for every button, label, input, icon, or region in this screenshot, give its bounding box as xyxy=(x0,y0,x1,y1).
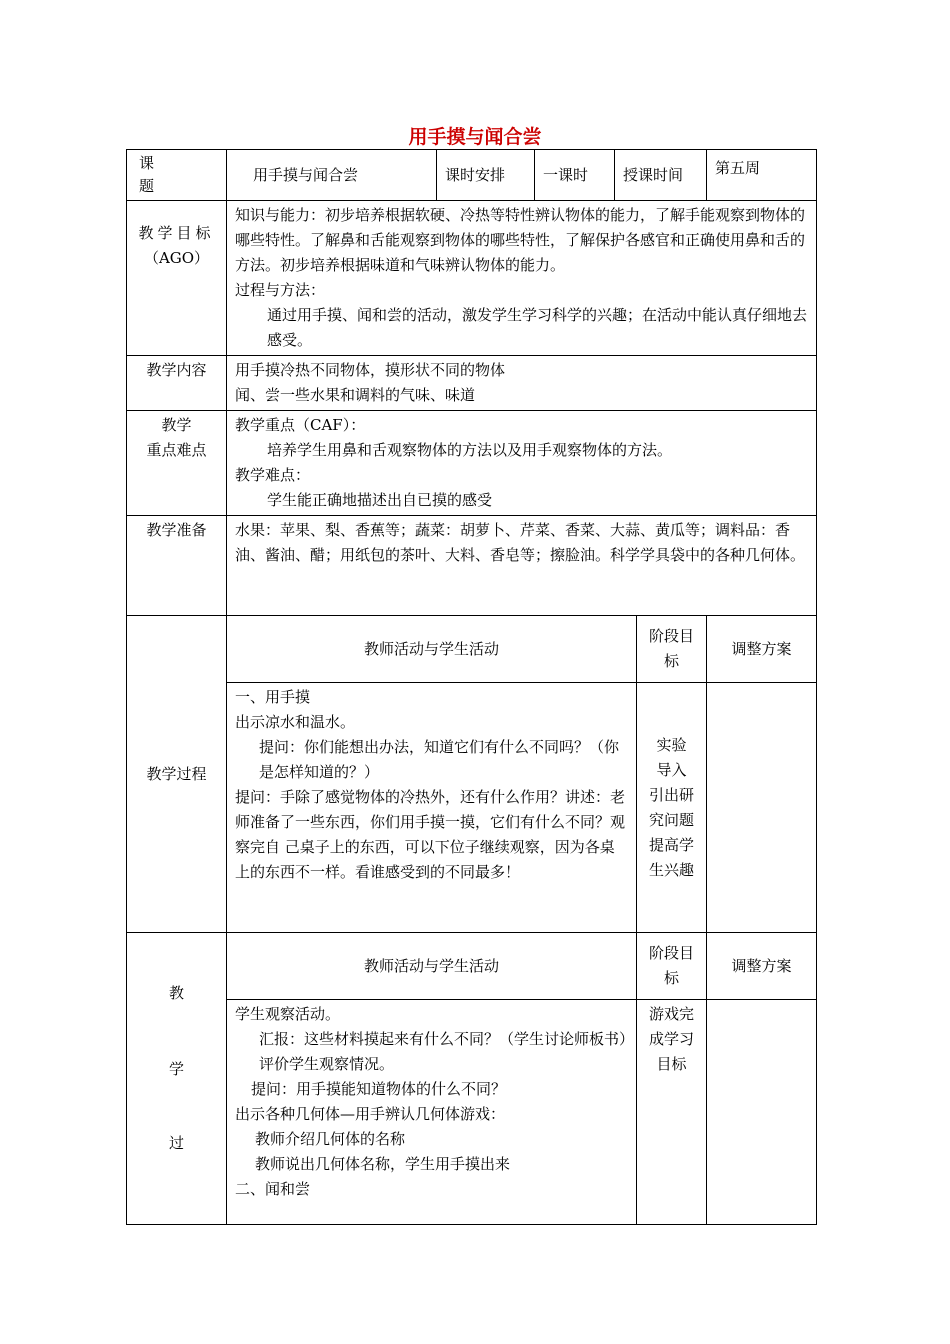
process1-goal xyxy=(637,683,707,933)
topic-label xyxy=(127,150,227,201)
topic-label-line1: 课 xyxy=(139,154,155,172)
process1-adjust-header: 调整方案 xyxy=(707,616,817,683)
objectives-row xyxy=(127,201,817,356)
topic-row xyxy=(127,150,817,201)
process1-line: 提问：你们能想出办法，知道它们有什么不同吗？（你是怎样知道的？） xyxy=(259,738,620,781)
process2-goal xyxy=(637,1000,707,1225)
process2-label xyxy=(127,933,227,1225)
key-points-line: 教学难点： xyxy=(235,466,311,484)
process1-goal-line: 实验 xyxy=(656,736,687,754)
objectives-content xyxy=(227,201,817,356)
process1-goal-line: 生兴趣 xyxy=(649,861,695,879)
process2-goal-header: 阶段目标 xyxy=(637,933,707,1000)
objectives-label xyxy=(127,201,227,356)
process1-line: 出示凉水和温水。 xyxy=(235,713,356,731)
process1-activity xyxy=(227,683,637,933)
key-points-line: 教学重点（CAF）： xyxy=(235,416,366,434)
process2-line: 提问：用手摸能知道物体的什么不同？ xyxy=(251,1080,507,1099)
key-points-line: 培养学生用鼻和舌观察物体的方法以及用手观察物体的方法。 xyxy=(267,441,673,459)
process2-goal-line: 成学习 xyxy=(649,1030,695,1049)
process2-line: 汇报：这些材料摸起来有什么不同？（学生讨论师板书） xyxy=(259,1030,635,1049)
process2-line: 评价学生观察情况。 xyxy=(259,1055,395,1074)
process1-body-row xyxy=(127,683,817,933)
objectives-label-line1: 教学目标 xyxy=(138,224,215,242)
process2-line: 教师介绍几何体的名称 xyxy=(255,1130,406,1149)
process1-line: 一、用手摸 xyxy=(235,688,311,706)
process1-label: 教学过程 xyxy=(127,616,227,933)
hours-label: 课时安排 xyxy=(437,150,535,201)
process1-activity-header: 教师活动与学生活动 xyxy=(227,616,637,683)
content-line: 用手摸冷热不同物体，摸形状不同的物体 xyxy=(235,361,506,379)
process1-header-row xyxy=(127,616,817,683)
process1-line: 提问：手除了感觉物体的冷热外，还有什么作用？讲述：老师准备了一些东西，你们用手摸一摸，它们有什么不同？观察完自 己桌子上的东西，可以下位子继续观察，因为各桌上的东西不一样。看谁感受到的不同最多！ xyxy=(235,788,626,881)
process2-line: 二、闻和尝 xyxy=(235,1180,311,1199)
objectives-line: 知识与能力：初步培养根据软硬、冷热等特性辨认物体的能力，了解手能观察到物体的哪些特性。了解鼻和舌能观察到物体的哪些特性，了解保护各感官和正确使用鼻和舌的方法。初步培养根据味道和气味辨认物体的能力。 xyxy=(235,206,806,274)
process2-line: 教师说出几何体名称，学生用手摸出来 xyxy=(255,1155,511,1174)
content-line: 闻、尝一些水果和调料的气味、味道 xyxy=(235,386,476,404)
process1-goal-line: 引出研 xyxy=(649,786,695,804)
process1-goal-line: 导入 xyxy=(656,761,687,779)
objectives-line: 过程与方法： xyxy=(235,281,326,299)
time-label: 授课时间 xyxy=(615,150,707,201)
process1-goal-line: 提高学 xyxy=(649,836,695,854)
content-label: 教学内容 xyxy=(127,356,227,411)
preparation-label: 教学准备 xyxy=(127,516,227,616)
process1-goal-line: 究问题 xyxy=(649,811,695,829)
preparation-text: 水果：苹果、梨、香蕉等；蔬菜：胡萝卜、芹菜、香菜、大蒜、黄瓜等；调料品：香油、酱油、醋；用纸包的茶叶、大料、香皂等；擦脸油。科学学具袋中的各种几何体。 xyxy=(227,516,817,616)
key-points-row xyxy=(127,411,817,516)
process2-activity xyxy=(227,1000,637,1225)
hours-value: 一课时 xyxy=(535,150,615,201)
topic-value: 用手摸与闻合尝 xyxy=(227,150,437,201)
key-points-label-line1: 教学 xyxy=(161,416,192,434)
process2-goal-line: 目标 xyxy=(656,1055,687,1074)
objectives-line: 通过用手摸、闻和尝的活动，激发学生学习科学的兴趣；在活动中能认真仔细地去感受。 xyxy=(267,306,808,349)
process2-label-char: 学 xyxy=(168,1060,184,1078)
key-points-label-line2: 重点难点 xyxy=(146,441,207,459)
process1-adjust xyxy=(707,683,817,933)
process2-label-char: 过 xyxy=(168,1134,184,1152)
document-title: 用手摸与闻合尝 xyxy=(408,126,542,148)
process2-adjust-header: 调整方案 xyxy=(707,933,817,1000)
process1-goal-header: 阶段目标 xyxy=(637,616,707,683)
process2-line: 学生观察活动。 xyxy=(235,1005,341,1024)
preparation-row xyxy=(127,516,817,616)
content-text xyxy=(227,356,817,411)
process2-line: 出示各种几何体—用手辨认几何体游戏： xyxy=(235,1105,506,1124)
key-points-label xyxy=(127,411,227,516)
objectives-label-line2: （AGO） xyxy=(143,249,210,267)
process2-adjust xyxy=(707,1000,817,1225)
key-points-line: 学生能正确地描述出自已摸的感受 xyxy=(267,491,493,509)
process2-goal-line: 游戏完 xyxy=(649,1005,695,1024)
process2-activity-header: 教师活动与学生活动 xyxy=(227,933,637,1000)
process2-body-row xyxy=(127,1000,817,1225)
key-points-content xyxy=(227,411,817,516)
content-row xyxy=(127,356,817,411)
process2-label-char: 教 xyxy=(168,984,184,1002)
topic-label-line2: 题 xyxy=(139,177,155,195)
time-value: 第五周 xyxy=(707,150,817,201)
process2-header-row xyxy=(127,933,817,1000)
lesson-plan-table xyxy=(126,149,817,1225)
